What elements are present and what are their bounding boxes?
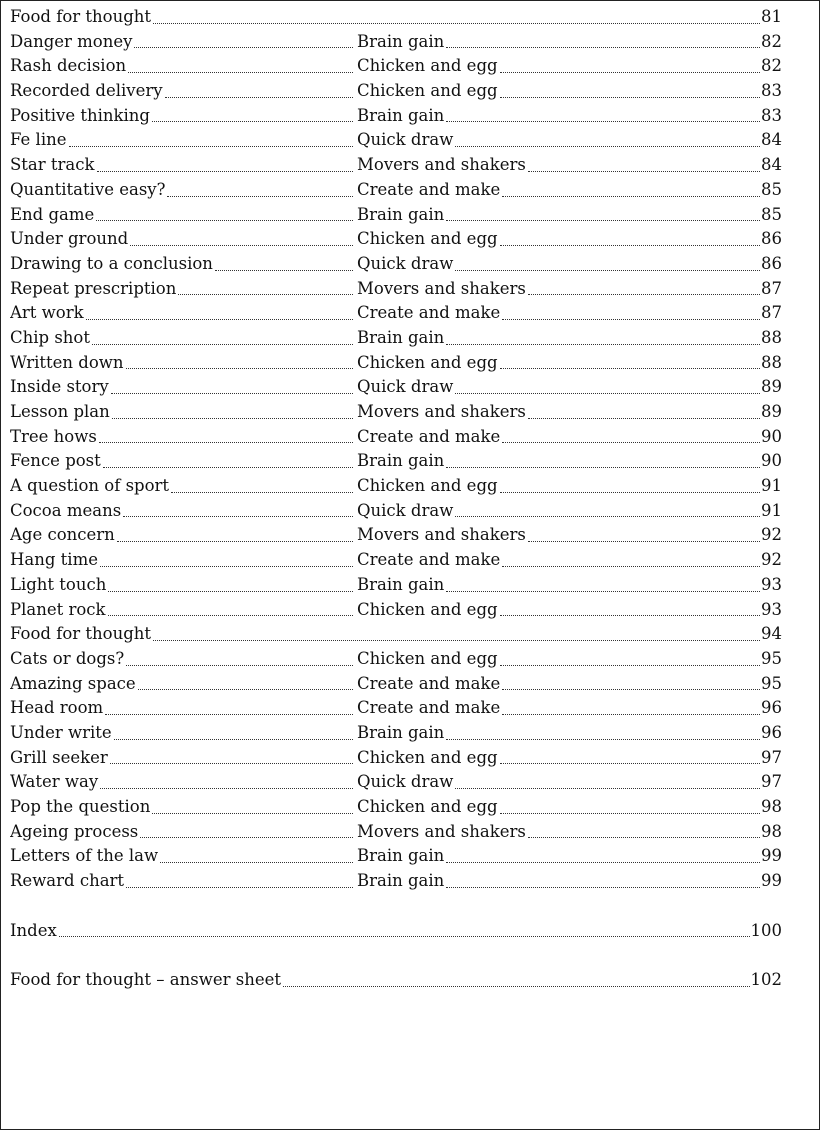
toc-entry-category-cell (357, 573, 782, 598)
dot-leader (178, 277, 353, 296)
toc-entry-title: Light touch (10, 574, 107, 594)
toc-entry-page-number: 95 (761, 648, 782, 668)
toc-entry-category-cell (357, 326, 782, 351)
toc-entry-category: Chicken and egg (357, 476, 498, 496)
dot-leader (502, 548, 760, 567)
toc-entry-category-cell (357, 79, 782, 104)
table-of-contents (10, 5, 782, 993)
toc-entry-page-number: 84 (761, 155, 782, 175)
toc-entry[interactable] (10, 153, 782, 178)
toc-entry-category-cell (357, 696, 782, 721)
back-matter-cell (10, 919, 782, 944)
toc-entry-page-number: 83 (761, 81, 782, 101)
toc-entry-title: Rash decision (10, 56, 127, 76)
toc-entry-category: Brain gain (357, 574, 445, 594)
toc-entry[interactable] (10, 820, 782, 845)
toc-entry-category: Brain gain (357, 871, 445, 891)
toc-entry-category-cell (357, 721, 782, 746)
toc-entry-category: Quick draw (357, 772, 454, 792)
toc-entry-page-number: 93 (761, 574, 782, 594)
toc-entry[interactable] (10, 326, 782, 351)
toc-entry-title-cell (10, 326, 354, 351)
toc-entry-title: Water way (10, 772, 99, 792)
dot-leader (502, 178, 760, 197)
toc-entry-full-cell (10, 622, 782, 647)
toc-entry-title: Cats or dogs? (10, 648, 125, 668)
toc-entry-title-cell (10, 573, 354, 598)
toc-entry-category-cell (357, 499, 782, 524)
toc-entry[interactable] (10, 5, 782, 30)
toc-entry-category: Movers and shakers (357, 402, 526, 421)
toc-entry-category: Chicken and egg (357, 56, 498, 76)
dot-leader (111, 375, 353, 394)
toc-entry-title: Tree hows (10, 426, 97, 446)
toc-entry-category: Brain gain (357, 846, 445, 866)
dot-leader (500, 795, 760, 814)
toc-entry-page-number: 87 (761, 278, 782, 298)
toc-entry-page-number: 83 (761, 105, 782, 125)
toc-entry-page-number: 85 (761, 204, 782, 224)
dot-leader (500, 474, 760, 493)
toc-entry-category-cell (357, 227, 782, 252)
toc-entry-title: Planet rock (10, 599, 106, 619)
dot-leader (103, 449, 353, 468)
toc-entry-page-number: 89 (761, 377, 782, 397)
back-matter-title: Food for thought – answer sheet (10, 970, 281, 990)
toc-entry-category: Movers and shakers (357, 525, 526, 545)
toc-entry-page-number: 91 (761, 500, 782, 520)
dot-leader (108, 573, 353, 592)
toc-entry-title-cell (10, 795, 354, 820)
toc-entry[interactable] (10, 474, 782, 499)
toc-entry-page-number: 93 (761, 599, 782, 619)
toc-entry-title-cell (10, 474, 354, 499)
toc-entry-title-cell (10, 647, 354, 672)
toc-entry-title: Written down (10, 352, 124, 372)
dot-leader (455, 375, 760, 394)
toc-entry-category-cell (357, 770, 782, 795)
toc-entry-category-cell (357, 104, 782, 129)
toc-entry[interactable] (10, 795, 782, 820)
toc-entry-title-cell (10, 721, 354, 746)
toc-entry-title: Head room (10, 698, 104, 718)
back-matter-title: Index (10, 920, 57, 940)
toc-entry-category-cell (357, 548, 782, 573)
toc-entry-page-number: 90 (761, 426, 782, 446)
dot-leader (446, 573, 760, 592)
dot-leader (446, 30, 760, 49)
toc-entry[interactable] (10, 573, 782, 598)
toc-entry-title-cell (10, 696, 354, 721)
toc-entry-page-number: 95 (761, 673, 782, 693)
dot-leader (117, 523, 353, 542)
toc-entry[interactable] (10, 128, 782, 153)
toc-entry[interactable] (10, 227, 782, 252)
toc-entry[interactable] (10, 351, 782, 376)
dot-leader (126, 351, 353, 370)
dot-leader (446, 844, 760, 863)
toc-entry-page-number: 98 (761, 821, 782, 841)
dot-leader (108, 598, 353, 617)
back-matter-entry[interactable] (10, 919, 782, 944)
dot-leader (100, 548, 353, 567)
dot-leader (446, 869, 760, 888)
toc-entry-category-cell (357, 795, 782, 820)
toc-entry-title: End game (10, 204, 95, 224)
toc-entry-category: Brain gain (357, 31, 445, 51)
toc-entry[interactable] (10, 548, 782, 573)
toc-entry-title: Repeat prescription (10, 278, 177, 298)
toc-entry-category: Chicken and egg (357, 81, 498, 101)
back-matter-page-number: 102 (750, 970, 782, 990)
dot-leader (446, 203, 760, 222)
toc-entry[interactable] (10, 203, 782, 228)
dot-leader (130, 227, 353, 246)
toc-entry-title-cell (10, 400, 354, 425)
spacer (10, 943, 782, 968)
dot-leader (138, 672, 353, 691)
toc-entry-page-number: 99 (761, 846, 782, 866)
dot-leader (502, 672, 760, 691)
toc-entry-page-number: 89 (761, 402, 782, 421)
toc-entry-category: Movers and shakers (357, 155, 526, 175)
toc-entry[interactable] (10, 746, 782, 771)
dot-leader (500, 227, 760, 246)
toc-entry-title-cell (10, 104, 354, 129)
toc-entry-title: Inside story (10, 377, 109, 397)
toc-entry-page-number: 92 (761, 550, 782, 570)
dot-leader (123, 499, 353, 518)
toc-entry-page-number: 90 (761, 451, 782, 471)
toc-entry-title-cell (10, 770, 354, 795)
dot-leader (126, 869, 353, 888)
toc-entry-title-cell (10, 598, 354, 623)
toc-entry[interactable] (10, 400, 782, 425)
toc-entry[interactable] (10, 449, 782, 474)
toc-entry-category: Quick draw (357, 130, 454, 150)
dot-leader (134, 30, 353, 49)
dot-leader (500, 647, 760, 666)
toc-entry-category: Movers and shakers (357, 278, 526, 298)
toc-entry-category: Create and make (357, 673, 501, 693)
back-matter-entry[interactable] (10, 968, 782, 993)
toc-entry-title-cell (10, 548, 354, 573)
toc-entry-category: Quick draw (357, 500, 454, 520)
toc-entry-page-number: 88 (761, 352, 782, 372)
toc-entry-title: Letters of the law (10, 846, 159, 866)
toc-entry[interactable] (10, 622, 782, 647)
dot-leader (96, 203, 353, 222)
toc-entry-title-cell (10, 79, 354, 104)
toc-entry-category: Brain gain (357, 105, 445, 125)
toc-entry-title: Fence post (10, 451, 101, 471)
toc-entry-page-number: 94 (761, 624, 782, 644)
toc-entry-category-cell (357, 672, 782, 697)
dot-leader (283, 968, 750, 987)
dot-leader (86, 301, 353, 320)
dot-leader (59, 919, 750, 938)
toc-entry-title-cell (10, 523, 354, 548)
dot-leader (455, 128, 760, 147)
dot-leader (126, 647, 353, 666)
dot-leader (92, 326, 353, 345)
dot-leader (99, 425, 353, 444)
toc-entry-title: Pop the question (10, 797, 151, 816)
toc-entry[interactable] (10, 79, 782, 104)
toc-entry-category-cell (357, 252, 782, 277)
dot-leader (455, 499, 760, 518)
toc-entry-title: Grill seeker (10, 747, 108, 767)
toc-entry-category-cell (357, 746, 782, 771)
toc-entry-title: A question of sport (10, 476, 170, 496)
toc-entry-category-cell (357, 425, 782, 450)
toc-entry-category-cell (357, 30, 782, 55)
toc-entry-title-cell (10, 844, 354, 869)
dot-leader (167, 178, 353, 197)
toc-entry-category: Create and make (357, 550, 501, 570)
toc-entry[interactable] (10, 672, 782, 697)
toc-entry[interactable] (10, 425, 782, 450)
dot-leader (152, 104, 353, 123)
dot-leader (502, 301, 760, 320)
toc-entry-category: Create and make (357, 179, 501, 199)
toc-entry-category-cell (357, 598, 782, 623)
dot-leader (160, 844, 353, 863)
toc-entry-category: Brain gain (357, 204, 445, 224)
toc-entry-title: Chip shot (10, 327, 90, 347)
dot-leader (446, 326, 760, 345)
toc-entry-category-cell (357, 820, 782, 845)
dot-leader (528, 277, 760, 296)
toc-entry-title-cell (10, 499, 354, 524)
toc-entry-category-cell (357, 351, 782, 376)
toc-entry-page-number: 96 (761, 722, 782, 742)
toc-entry-page-number: 99 (761, 871, 782, 891)
dot-leader (455, 252, 760, 271)
toc-entry-title: Recorded delivery (10, 81, 163, 101)
toc-entry-category-cell (357, 153, 782, 178)
toc-entry-category-cell (357, 277, 782, 302)
dot-leader (97, 153, 354, 172)
toc-entry-category-cell (357, 178, 782, 203)
toc-entry-title: Amazing space (10, 673, 136, 693)
toc-entry[interactable] (10, 598, 782, 623)
toc-entry[interactable] (10, 277, 782, 302)
toc-entry-category-cell (357, 400, 782, 425)
toc-entry-category: Chicken and egg (357, 599, 498, 619)
toc-entry-category-cell (357, 128, 782, 153)
toc-entry-category-cell (357, 869, 782, 894)
toc-entry[interactable] (10, 523, 782, 548)
toc-entry-title: Reward chart (10, 871, 125, 891)
toc-entry[interactable] (10, 54, 782, 79)
dot-leader (153, 5, 760, 24)
toc-entry-category: Quick draw (357, 377, 454, 397)
back-matter-cell (10, 968, 782, 993)
toc-entry-title-cell (10, 227, 354, 252)
toc-entry-category: Create and make (357, 303, 501, 323)
toc-entry-page-number: 96 (761, 698, 782, 718)
toc-entry-title: Drawing to a conclusion (10, 253, 213, 273)
toc-entry-category-cell (357, 844, 782, 869)
dot-leader (500, 351, 760, 370)
toc-entry-page-number: 97 (761, 747, 782, 767)
toc-entry-category-cell (357, 203, 782, 228)
toc-entry-title-cell (10, 153, 354, 178)
toc-entry-page-number: 98 (761, 797, 782, 816)
toc-entry-title-cell (10, 449, 354, 474)
toc-entry-title: Under ground (10, 229, 129, 249)
toc-entry-title: Star track (10, 155, 95, 175)
dot-leader (500, 54, 760, 73)
dot-leader (502, 696, 760, 715)
dot-leader (455, 770, 760, 789)
dot-leader (171, 474, 353, 493)
toc-entry-category: Brain gain (357, 327, 445, 347)
toc-entry[interactable] (10, 252, 782, 277)
toc-entry-category-cell (357, 449, 782, 474)
toc-entry-title-cell (10, 351, 354, 376)
toc-entry[interactable] (10, 375, 782, 400)
toc-entry[interactable] (10, 696, 782, 721)
toc-entry[interactable] (10, 178, 782, 203)
dot-leader (446, 104, 760, 123)
toc-entry-category-cell (357, 474, 782, 499)
toc-entry[interactable] (10, 104, 782, 129)
toc-entry[interactable] (10, 30, 782, 55)
toc-entry-title: Art work (10, 303, 84, 323)
toc-entry-title-cell (10, 746, 354, 771)
toc-entry[interactable] (10, 844, 782, 869)
dot-leader (165, 79, 353, 98)
toc-entry[interactable] (10, 301, 782, 326)
toc-entry-title: Lesson plan (10, 402, 110, 421)
toc-entry-title-cell (10, 672, 354, 697)
toc-entry-title-cell (10, 301, 354, 326)
dot-leader (100, 770, 353, 789)
dot-leader (500, 79, 760, 98)
spacer (10, 894, 782, 919)
dot-leader (114, 721, 353, 740)
toc-entry-page-number: 97 (761, 772, 782, 792)
toc-entry-page-number: 84 (761, 130, 782, 150)
toc-entry-title: Food for thought (10, 624, 152, 644)
toc-entry-title: Cocoa means (10, 500, 122, 520)
back-matter-page-number: 100 (750, 920, 782, 940)
toc-entry-page-number: 87 (761, 303, 782, 323)
dot-leader (528, 153, 760, 172)
toc-entry[interactable] (10, 499, 782, 524)
toc-entry-page-number: 92 (761, 525, 782, 545)
toc-entry[interactable] (10, 770, 782, 795)
dot-leader (215, 252, 353, 271)
toc-entry-category: Brain gain (357, 722, 445, 742)
dot-leader (140, 820, 353, 839)
toc-entry-page-number: 82 (761, 56, 782, 76)
dot-leader (112, 400, 353, 419)
toc-entry[interactable] (10, 721, 782, 746)
dot-leader (446, 449, 760, 468)
dot-leader (528, 523, 760, 542)
toc-entry-category: Chicken and egg (357, 648, 498, 668)
dot-leader (105, 696, 353, 715)
toc-entry-category: Chicken and egg (357, 229, 498, 249)
toc-entry-page-number: 86 (761, 253, 782, 273)
toc-entry[interactable] (10, 647, 782, 672)
toc-entry-title-cell (10, 820, 354, 845)
toc-entry-category: Chicken and egg (357, 747, 498, 767)
toc-entry-title: Fe line (10, 130, 67, 150)
toc-entry[interactable] (10, 869, 782, 894)
toc-entry-category-cell (357, 647, 782, 672)
dot-leader (500, 746, 760, 765)
toc-entry-page-number: 88 (761, 327, 782, 347)
toc-entry-category: Movers and shakers (357, 821, 526, 841)
toc-entry-title-cell (10, 252, 354, 277)
toc-entry-title: Age concern (10, 525, 115, 545)
toc-entry-category: Chicken and egg (357, 797, 498, 816)
toc-entry-category-cell (357, 54, 782, 79)
toc-entry-category-cell (357, 375, 782, 400)
toc-entry-page-number: 91 (761, 476, 782, 496)
dot-leader (528, 820, 760, 839)
toc-entry-category-cell (357, 523, 782, 548)
toc-entry-title: Ageing process (10, 821, 139, 841)
toc-entry-title-cell (10, 375, 354, 400)
toc-entry-title: Under write (10, 722, 112, 742)
toc-entry-title-cell (10, 128, 354, 153)
toc-entry-title: Danger money (10, 31, 133, 51)
dot-leader (153, 622, 760, 641)
toc-entry-title-cell (10, 178, 354, 203)
toc-entry-page-number: 86 (761, 229, 782, 249)
dot-leader (128, 54, 353, 73)
toc-entry-category: Create and make (357, 426, 501, 446)
toc-entry-category: Quick draw (357, 253, 454, 273)
toc-entry-title: Hang time (10, 550, 98, 570)
dot-leader (110, 746, 353, 765)
toc-entry-title-cell (10, 277, 354, 302)
dot-leader (500, 598, 760, 617)
dot-leader (152, 795, 353, 814)
dot-leader (69, 128, 353, 147)
toc-entry-title-cell (10, 869, 354, 894)
dot-leader (502, 425, 760, 444)
toc-entry-title: Quantitative easy? (10, 179, 166, 199)
toc-entry-page-number: 85 (761, 179, 782, 199)
dot-leader (528, 400, 760, 419)
toc-entry-page-number: 82 (761, 31, 782, 51)
toc-entry-category: Create and make (357, 698, 501, 718)
toc-entry-title: Positive thinking (10, 105, 150, 125)
toc-entry-title-cell (10, 425, 354, 450)
toc-entry-page-number: 81 (761, 7, 782, 26)
toc-entry-category: Brain gain (357, 451, 445, 471)
toc-entry-full-cell (10, 5, 782, 30)
dot-leader (446, 721, 760, 740)
toc-entry-title-cell (10, 203, 354, 228)
toc-entry-title: Food for thought (10, 7, 152, 26)
toc-entry-category-cell (357, 301, 782, 326)
toc-entry-category: Chicken and egg (357, 352, 498, 372)
toc-entry-title-cell (10, 54, 354, 79)
toc-entry-title-cell (10, 30, 354, 55)
